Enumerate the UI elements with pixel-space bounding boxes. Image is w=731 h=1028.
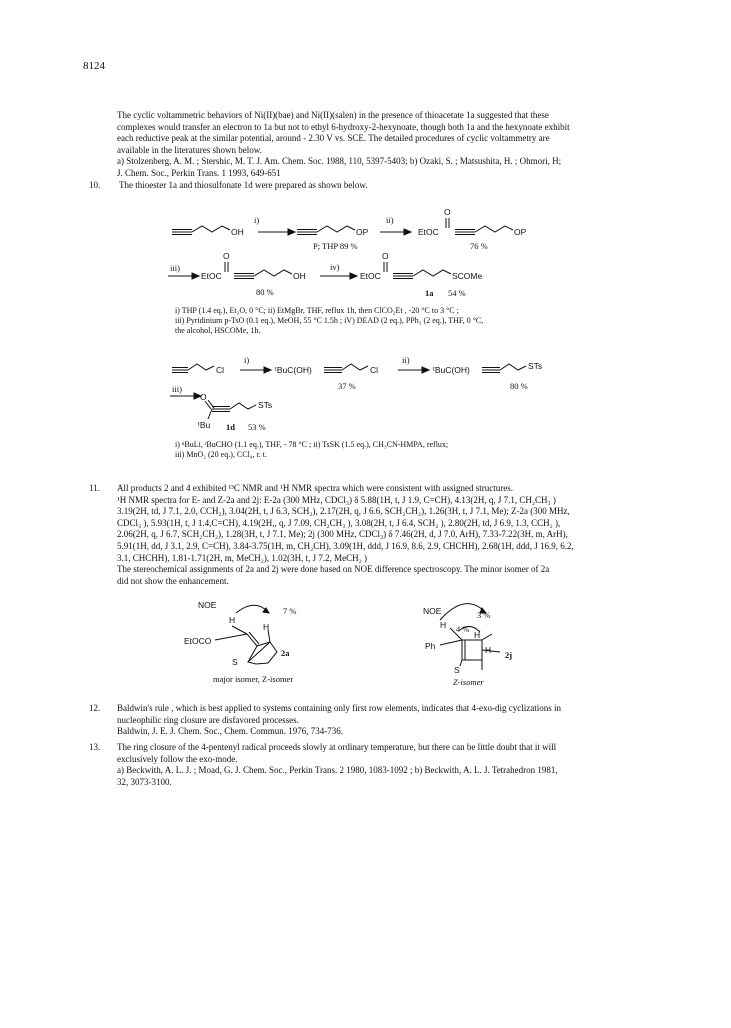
group-label-oh: OH [293,271,306,281]
atom-label-h: H [229,615,236,625]
note-number: 11. [89,483,100,493]
text-line: The ring closure of the 4-pentenyl radical proceeds slowly at ordinary temperature, but there can be little doubt that it will [117,742,557,752]
group-label-ph: Ph [425,641,436,651]
oxygen-label: O [223,251,230,261]
group-label-etoc: EtOC [201,271,222,281]
compound-label-2a: 2a [281,648,290,658]
noe-percent: 4 % [456,624,470,634]
group-label-cl: Cl [216,365,225,375]
compound-label-1a: 1a [425,288,434,298]
oxygen-label: O [444,207,451,217]
yield-label: 53 % [248,422,266,432]
oxygen-label: O [200,392,207,402]
arrow-label-iii: iii) [172,384,182,394]
group-label-op: OP [514,227,527,237]
compound-label-2j: 2j [505,650,513,660]
atom-label-h: H [440,620,447,630]
atom-label-h: H [474,630,481,640]
group-label-etoc: EtOC [418,227,439,237]
yield-label: P; THP 89 % [313,241,358,251]
figure-caption: major isomer, Z-isomer [213,674,294,684]
group-label-sts: STs [258,400,273,410]
arrow-label-i: i) [244,355,250,365]
yield-label: 54 % [448,288,466,298]
atom-label-s: S [454,665,460,675]
yield-label: 37 % [338,381,356,391]
noe-percent: 3 % [477,610,491,620]
yield-label: 76 % [470,241,488,251]
text-line: ¹H NMR spectra for E- and Z-2a and 2j: E-2a (300 MHz, CDCl₃) δ 5.88(1H, t, J 1.9, C=CH), 4.13(2H, q, J 7.1, CH₂CH₃ ) [117,494,556,505]
noe-label: NOE [423,606,442,616]
group-label-sts: STs [528,361,543,371]
reference-line: a) Stolzenberg, A. M. ; Stershic, M. T. J. Am. Chem. Soc. 1988, 110, 5397-5403; b) Ozaki, S. ; Matsushita, H. ; Ohmori, H; [117,156,562,167]
group-label-oh: OH [231,227,244,237]
conditions-line: the alcohol, HSCOMe, 1h. [175,326,261,335]
page-number: 8124 [83,60,105,72]
text-line: The stereochemical assignments of 2a and 2j were done based on NOE difference spectroscopy. The minor isomer of 2a [117,564,550,575]
yield-label: 80 % [256,287,274,297]
noe-label: NOE [198,600,217,610]
text-line: available in the literatures shown below. [117,144,262,155]
note-number: 13. [89,742,101,752]
conditions-line: i) ⁿBuLi, ᵗBuCHO (1.1 eq.), THF, - 78 °C ; ii) TsSK (1.5 eq.), CH₃CN-HMPA, reflux; [175,440,449,449]
group-label-tbu: ᵗBu [198,420,211,430]
group-label-cl: Cl [370,365,379,375]
text-line: 3.19(2H, td, J 7.1, 2.0, CCH₂), 3.04(2H, t, J 6.3, SCH₂), 2.17(2H, q, J 6.6, SCH₂CH₂), 1.26(3H, t, J 7.1, Me); Z-2a (300 MHz, [117,506,570,517]
yield-label: 80 % [510,381,528,391]
group-label-tbuc-oh: ᵗBuC(OH) [275,365,312,375]
text-line: did not show the enhancement. [117,575,229,586]
group-label-tbuc-oh: ᵗBuC(OH) [433,365,470,375]
arrow-label-i: i) [254,215,260,225]
atom-label-h: H [263,622,270,632]
arrow-label-ii: ii) [402,355,410,365]
text-line: 5.91(1H, dd, J 3.1, 2.9, C=CH), 3.84-3.75(1H, m, CH₂CH), 3.09(1H, ddd, J 16.9, 8.6, 2.9, CHCHH), 2.68(1H, ddd, J 16.9, 6.2, [117,540,574,551]
arrow-label-iii: iii) [170,263,180,273]
conditions-line: i) THP (1.4 eq.), Et₂O, 0 °C; ii) EtMgBr, THF, reflux 1h, then ClCO₂Et , -20 °C to 3 °C ; [175,306,459,315]
noe-percent: 7 % [283,606,297,616]
note-number: 12. [89,703,101,713]
atom-label-s: S [232,657,238,667]
text-line: Baldwin's rule , which is best applied to systems containing only first row elements, indicates that 4-exo-dig cyclizations in [117,703,562,713]
figure-caption: Z-isomer [453,677,484,687]
note-text: The thioester 1a and thiosulfonate 1d were prepared as shown below. [119,180,368,190]
oxygen-label: O [382,251,389,261]
note-number: 10. [89,180,101,190]
text-line: 3.1, CHCHH), 1.81-1.71(2H, m, MeCH₂), 1.02(3H, t, J 7.2, MeCH₂ ) [117,552,368,563]
text-line: The cyclic voltammetric behaviors of Ni(II)(bae) and Ni(II)(salen) in the presence of thioacetate 1a suggested that these [117,110,549,120]
arrow-label-ii: ii) [386,215,394,225]
text-line: CDCl₃ ), 5.93(1H, t, J 1.4,C=CH), 4.19(2H,, q, J 7.09, CH₂CH₃ ), 3.08(2H, t, J 6.4, SCH₂ ), 2.80(2H, td, J 6.9, 1.3, CCH₂ ), [117,517,561,528]
group-label-scome: SCOMe [452,271,483,281]
text-line: complexes would transfer an electron to 1a but not to ethyl 6-hydroxy-2-hexynoate, though both 1a and the hexynoate exhibit [117,121,570,132]
atom-label-h: H [485,645,492,655]
group-label-op: OP [356,227,369,237]
text-line: All products 2 and 4 exhibited ¹³C NMR and ¹H NMR spectra which were consistent with assigned structures. [117,483,514,493]
text-line: each reductive peak at the similar potential, around - 2.30 V vs. SCE. The detailed procedures of cyclic voltammetry are [117,133,550,144]
reference-line: a) Beckwith, A. L. J. ; Moad, G. J. Chem. Soc., Perkin Trans. 2 1980, 1083-1092 ; b) Beckwith, A. L. J. Tetrahedron 1981, [117,765,558,776]
reference-line: Baldwin, J. E. J. Chem. Soc., Chem. Commun. 1976, 734-736. [117,726,343,737]
text-line: nucleophilic ring closure are disfavored processes. [117,714,299,725]
arrow-label-iv: iv) [330,262,340,272]
compound-label-1d: 1d [226,422,235,432]
reference-line: 32, 3073-3100. [117,776,172,787]
group-label-etoco: EtOCO [184,636,212,646]
text-line: exclusively follow the exo-mode. [117,753,238,764]
text-line: 2.06(2H, q, J 6.7, SCH₂CH₂), 1.28(3H, t, J 7.1, Me); 2j (300 MHz, CDCl₃) δ 7.46(2H, d, J 7.0, ArH), 7.33-7.22(3H, m, ArH), [117,529,568,540]
reference-line: J. Chem. Soc., Perkin Trans. 1 1993, 649-651 [117,167,281,178]
conditions-line: iii) MnO₂ (20 eq.), CCl₄, r. t. [175,450,268,459]
conditions-line: iii) Pyridinium p-TsO (0.1 eq.), MeOH, 55 °C 1.5h ; iV) DEAD (2 eq.), PPh₃ (2 eq.), THF, 0 °C, [175,316,484,325]
group-label-etoc: EtOC [360,271,381,281]
